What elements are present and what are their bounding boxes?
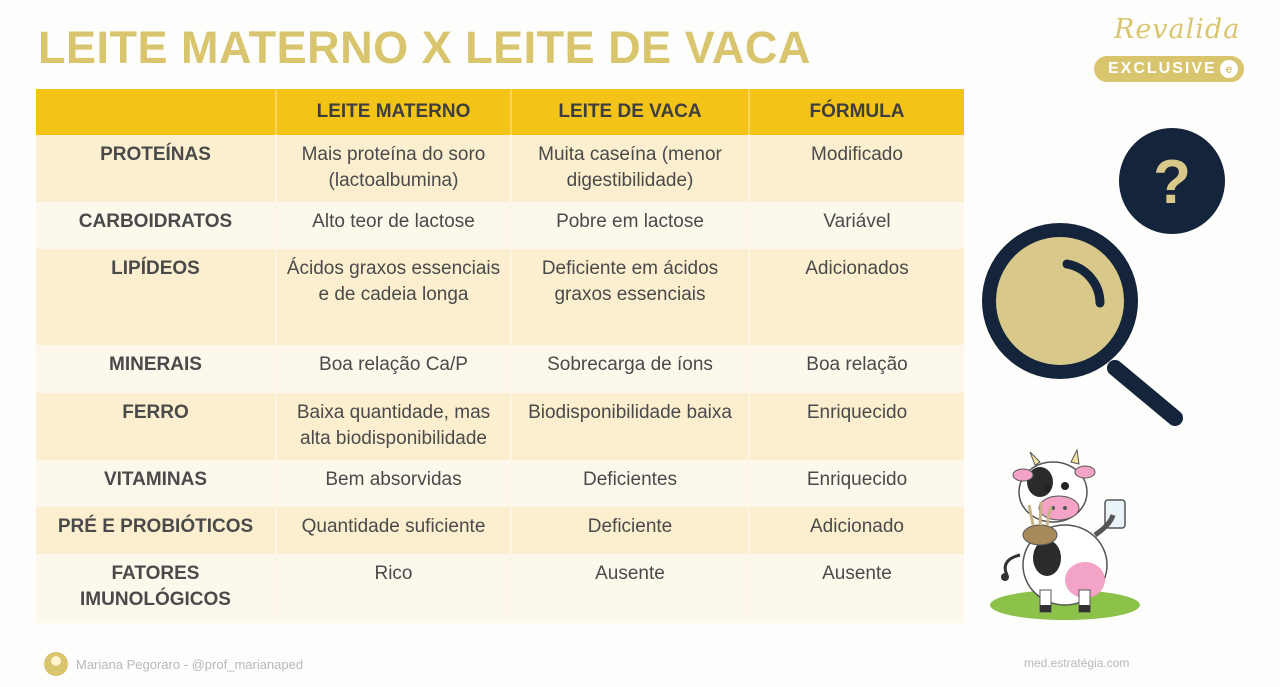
table-cell: Deficiente em ácidos graxos essenciais: [511, 249, 749, 345]
table-cell: Rico: [276, 554, 511, 623]
table-row: [36, 460, 964, 507]
table-row: [36, 345, 964, 393]
row-label: MINERAIS: [36, 345, 276, 393]
magnifying-glass-icon: [975, 218, 1190, 433]
avatar: [44, 652, 68, 676]
comparison-table: [36, 89, 964, 623]
row-label: PROTEÍNAS: [36, 135, 276, 202]
header-cell-leite-de-vaca: LEITE DE VACA: [511, 89, 749, 135]
table-cell: Biodisponibilidade baixa: [511, 393, 749, 460]
table-cell: Adicionados: [749, 249, 964, 345]
table-cell: Muita caseína (menor digestibilidade): [511, 135, 749, 202]
header-cell-leite-materno: LEITE MATERNO: [276, 89, 511, 135]
footer-author: [44, 652, 303, 676]
table-cell: Ácidos graxos essenciais e de cadeia longa: [276, 249, 511, 345]
table-cell: Enriquecido: [749, 460, 964, 507]
table-cell: Adicionado: [749, 507, 964, 554]
row-label: VITAMINAS: [36, 460, 276, 507]
table-cell: Boa relação Ca/P: [276, 345, 511, 393]
table-cell: Alto teor de lactose: [276, 202, 511, 249]
table-row: [36, 135, 964, 202]
footer-site: med.estratégia.com: [1024, 656, 1130, 670]
table-header-row: [36, 89, 964, 135]
logo-badge-label: EXCLUSIVE: [1108, 60, 1217, 77]
row-label: LIPÍDEOS: [36, 249, 276, 345]
header-cell-formula: FÓRMULA: [749, 89, 964, 135]
row-label: CARBOIDRATOS: [36, 202, 276, 249]
slide-title: LEITE MATERNO X LEITE DE VACA: [38, 22, 811, 73]
table-cell: Deficientes: [511, 460, 749, 507]
row-label: FATORES IMUNOLÓGICOS: [36, 554, 276, 623]
table-cell: Bem absorvidas: [276, 460, 511, 507]
row-label: FERRO: [36, 393, 276, 460]
table-cell: Baixa quantidade, mas alta biodisponibilidade: [276, 393, 511, 460]
logo-badge-icon: e: [1220, 60, 1238, 78]
question-mark-glyph: ?: [1153, 148, 1191, 217]
table-cell: Ausente: [749, 554, 964, 623]
table-cell: Quantidade suficiente: [276, 507, 511, 554]
row-label: PRÉ E PROBIÓTICOS: [36, 507, 276, 554]
table-cell: Enriquecido: [749, 393, 964, 460]
table-cell: Deficiente: [511, 507, 749, 554]
table-row: [36, 507, 964, 554]
table-cell: Boa relação: [749, 345, 964, 393]
table-cell: Ausente: [511, 554, 749, 623]
footer-author-label: Mariana Pegoraro - @prof_marianaped: [76, 656, 304, 672]
table-row: [36, 202, 964, 249]
header-cell-empty: [36, 89, 276, 135]
table-cell: Mais proteína do soro (lactoalbumina): [276, 135, 511, 202]
revalida-exclusive-logo: [1092, 8, 1247, 83]
logo-badge: [1094, 56, 1244, 82]
table-cell: Sobrecarga de íons: [511, 345, 749, 393]
table-row: [36, 393, 964, 460]
cow-with-milk-illustration: [985, 440, 1145, 622]
logo-script-text: Revalida: [1114, 14, 1241, 45]
table-cell: Variável: [749, 202, 964, 249]
table-cell: Modificado: [749, 135, 964, 202]
table-row: [36, 249, 964, 345]
table-row: [36, 554, 964, 623]
table-cell: Pobre em lactose: [511, 202, 749, 249]
